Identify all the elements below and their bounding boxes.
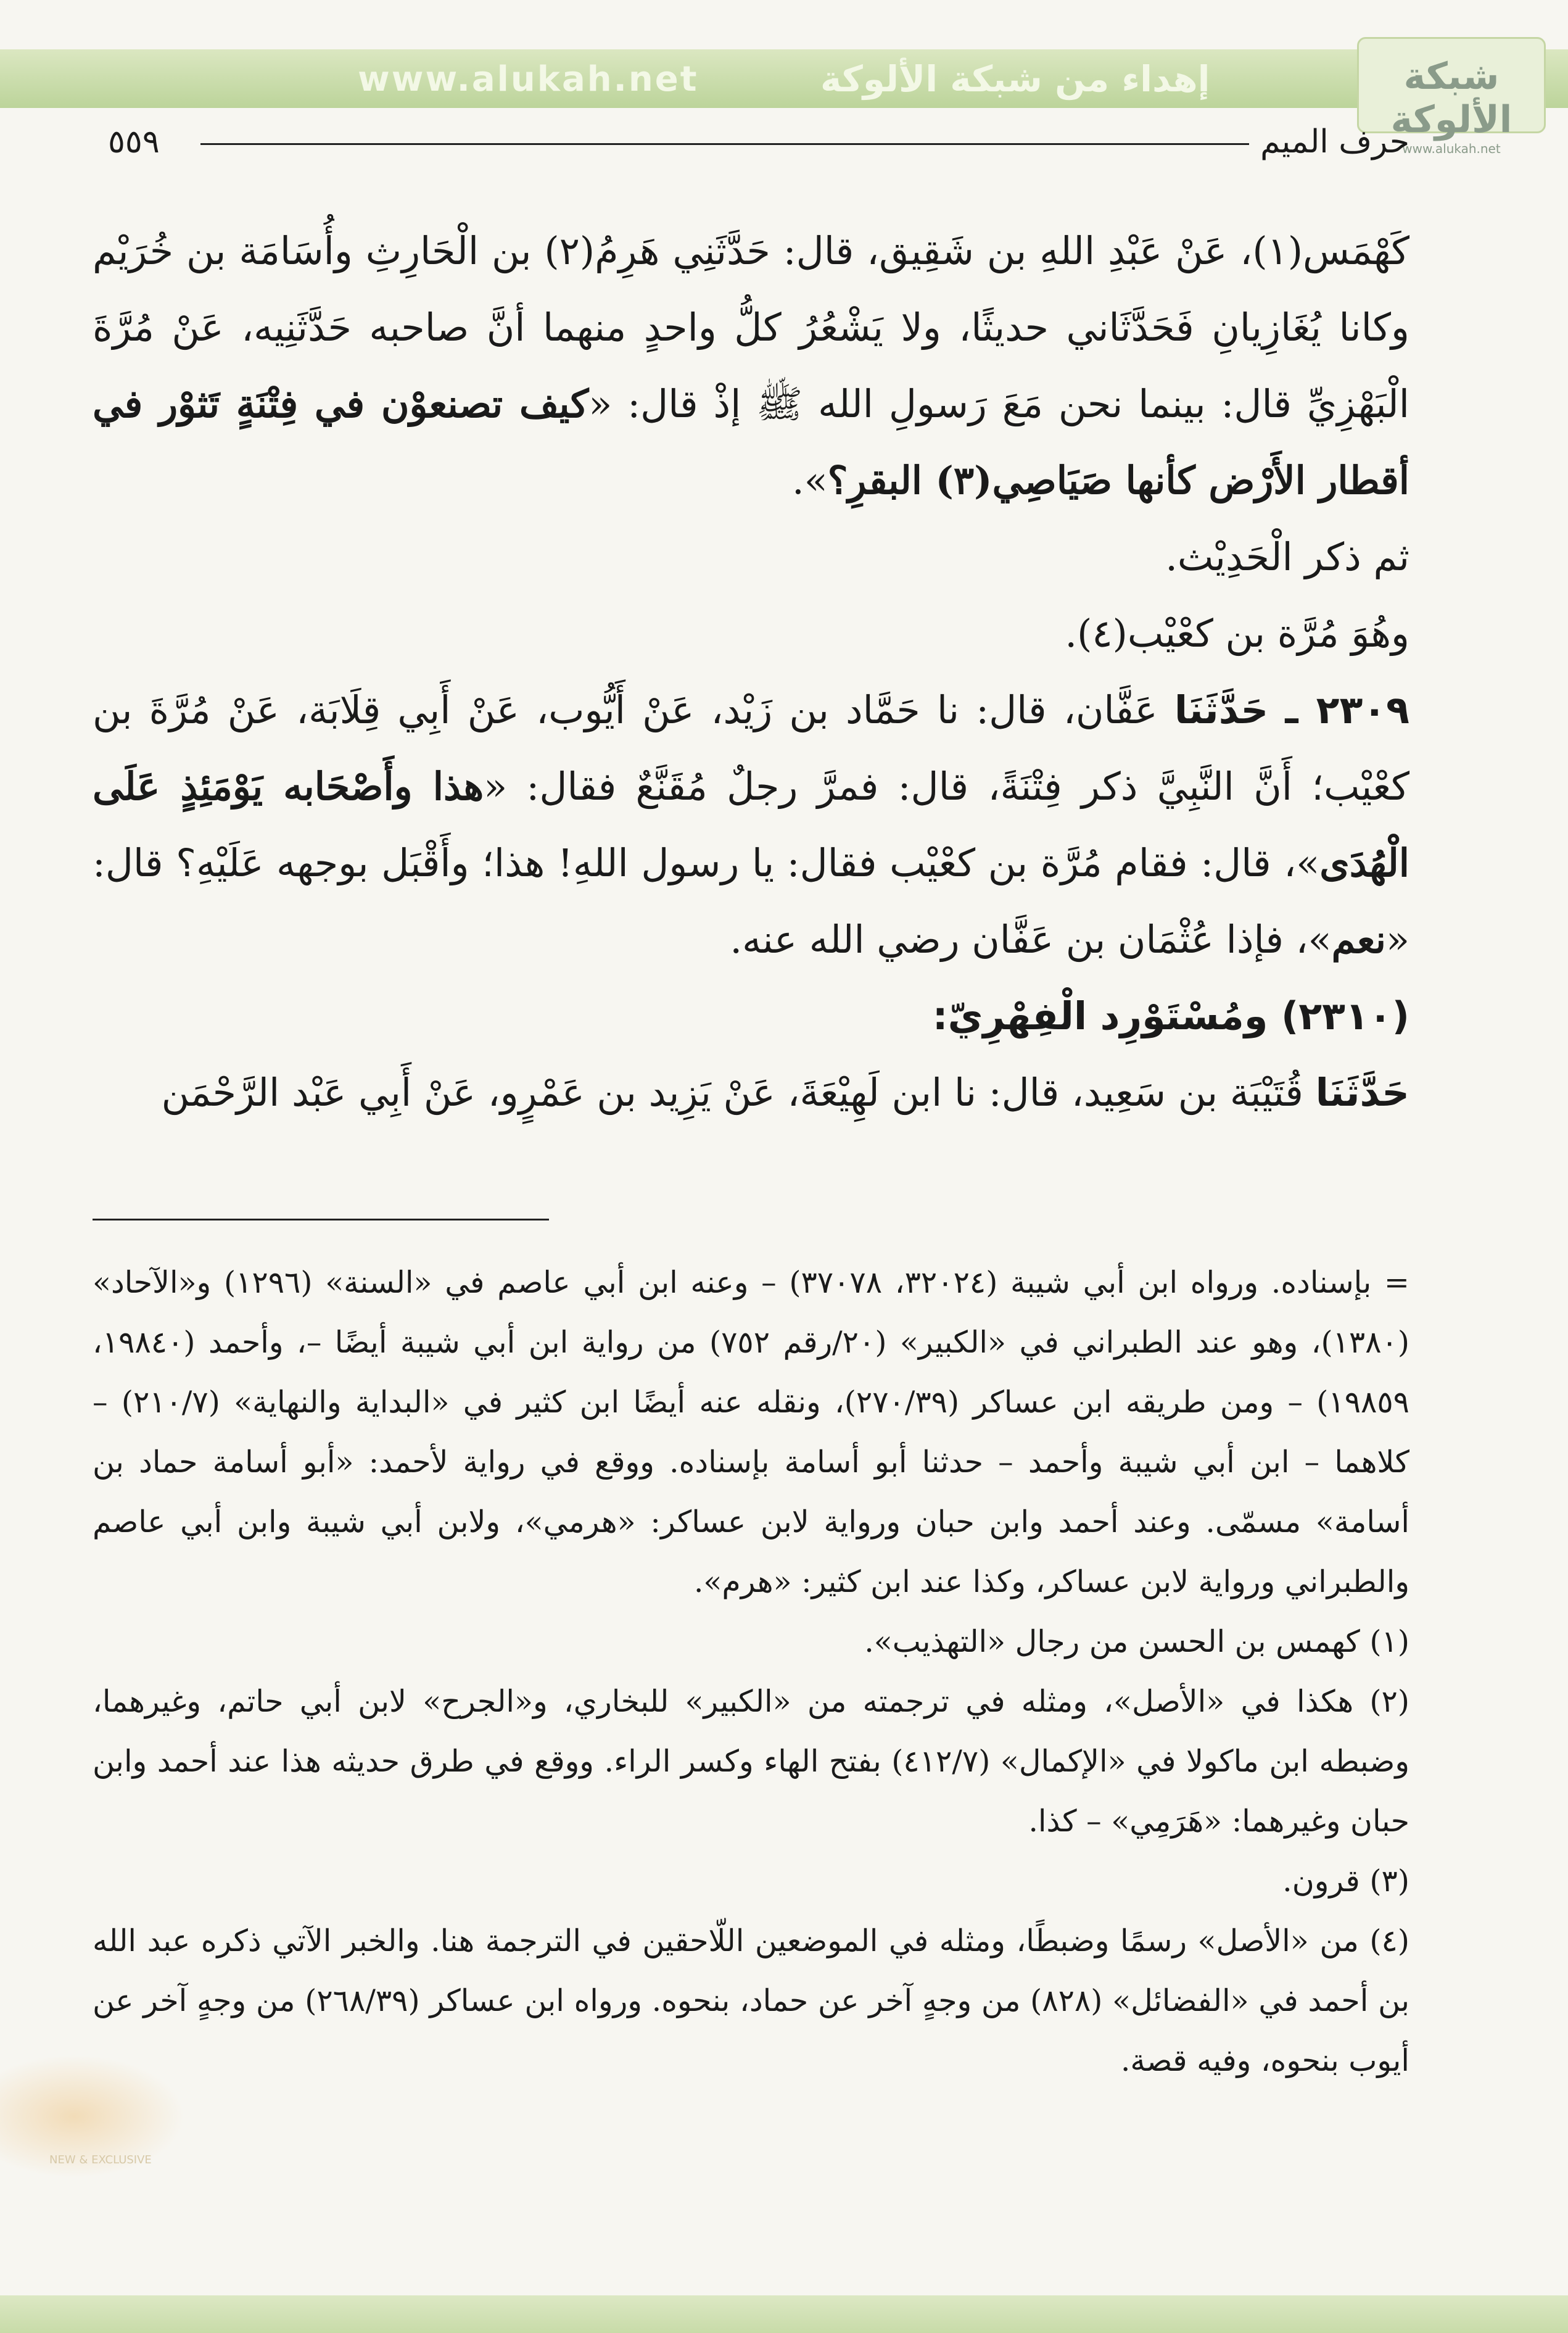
footnote-separator <box>93 1219 549 1220</box>
logo-arabic: شبكة الألوكة <box>1390 55 1512 141</box>
para4-text-b: »، قال: فقام مُرَّة بن كعْيْب فقال: يا رسول اللهِ! هذا؛ وأَقْبَل بوجهه عَلَيْهِ؟ قال: « <box>93 840 1409 962</box>
logo-url: www.alukah.net <box>1402 141 1501 156</box>
haddathana-word: حَدَّثَنَا <box>1174 687 1269 732</box>
para1-bold-hadith: كيف تصنعوْن في فِتْنَةٍ تَثوْر في أقطار الأَرْض كأنها صَيَاصِي(٣) البقرِ؟ <box>93 381 1409 503</box>
paragraph-3: وهُوَ مُرَّة بن كعْيْب(٤). <box>1065 611 1409 656</box>
alukah-logo <box>1357 37 1546 156</box>
header-rule <box>200 143 1249 145</box>
section-heading: (٢٣١٠) ومُسْتَوْرِد الْفِهْرِيّ: <box>932 993 1409 1038</box>
banner-url[interactable]: www.alukah.net <box>358 59 699 99</box>
footnote-3: (٣) قرون. <box>1282 1863 1409 1899</box>
para1-text: كَهْمَس(١)، عَنْ عَبْدِ اللهِ بن شَقِيق، قال: حَدَّثَنِي هَرِمُ(٢) بن الْحَارِثِ وأُسَامَة بن خُرَيْم وكانا يُغَازِيانِ فَحَدَّثَاني حديثًا، ولا يَشْعُرُ كلُّ واحدٍ منهما أنَّ صاحبه حَدَّثَنِيه، عَنْ مُرَّةَ الْبَهْزِيِّ قال: بينما نحن مَعَ رَسولِ الله ﷺ إذْ قال: « <box>93 228 1410 426</box>
para1-end: ». <box>791 458 828 503</box>
para4-bold-1: هذا وأَصْحَابه يَوْمَئِذٍ عَلَى الْهُدَى <box>93 764 1409 885</box>
banner-gift-text: إهداء من شبكة الألوكة <box>820 58 1210 100</box>
running-header <box>93 123 1409 160</box>
para4-text-a: عَفَّان، قال: نا حَمَّاد بن زَيْد، عَنْ أَيُّوب، عَنْ أَبِي قِلَابَة، عَنْ مُرَّةَ بن كعْيْب؛ أَنَّ النَّبِيَّ ذكر فِتْنَةً، قال: فمرَّ رجلٌ مُقَنَّعٌ فقال: « <box>93 687 1410 809</box>
paragraph-2: ثم ذكر الْحَدِيْث. <box>1165 534 1409 579</box>
footnotes <box>93 1253 1409 2091</box>
bottom-strip <box>0 2295 1568 2333</box>
footnote-4: (٤) من «الأصل» رسمًا وضبطًا، ومثله في الموضعين اللّاحقين في الترجمة هنا. والخبر الآتي ذكره عبد الله بن أحمد في «الفضائل» (٨٢٨) من وجهٍ آخر عن حماد، بنحوه. ورواه ابن عساكر (٢٦٨/٣٩) من وجهٍ آخر عن أيوب بنحوه، وفيه قصة. <box>93 1923 1410 2078</box>
page-number: ٥٥٩ <box>108 123 160 160</box>
para4-text-c: »، فإذا عُثْمَان بن عَفَّان رضي الله عنه. <box>730 917 1332 962</box>
website-banner <box>0 49 1568 108</box>
corner-watermark-text: NEW & EXCLUSIVE <box>49 2153 152 2166</box>
footnote-1: (١) كهمس بن الحسن من رجال «التهذيب». <box>864 1624 1409 1659</box>
paragraph-5 <box>93 1055 1409 1131</box>
hadith-2309 <box>93 672 1409 978</box>
para5-haddathana: حَدَّثَنَا <box>1315 1070 1409 1115</box>
hadith-number: ٢٣٠٩ ـ <box>1285 687 1410 732</box>
footnote-continuation: = بإسناده. ورواه ابن أبي شيبة (٣٢٠٢٤، ٣٧٠٧٨) – وعنه ابن أبي عاصم في «السنة» (١٢٩٦) و«الآحاد» (١٣٨٠)، وهو عند الطبراني في «الكبير» (٢٠/رقم ٧٥٢) من رواية ابن أبي شيبة أيضًا –، وأحمد (١٩٨٤٠، ١٩٨٥٩) – ومن طريقه ابن عساكر (٢٧٠/٣٩)، ونقله عنه أيضًا ابن كثير في «البداية والنهاية» (٢١٠/٧) – كلاهما – ابن أبي شيبة وأحمد – حدثنا أبو أسامة بإسناده. ووقع في رواية لأحمد: «أبو أسامة حماد بن أسامة» مسمّى. وعند أحمد وابن حبان ورواية لابن عساكر: «هرمي»، ولابن أبي شيبة وابن أبي عاصم والطبراني ورواية لابن عساكر، وكذا عند ابن كثير: «هرم». <box>93 1265 1409 1599</box>
para4-bold-2: نعم <box>1331 917 1387 962</box>
para5-text: قُتَيْبَة بن سَعِيد، قال: نا ابن لَهِيْعَةَ، عَنْ يَزِيد بن عَمْرٍو، عَنْ أَبِي عَبْد الرَّحْمَن <box>161 1070 1303 1115</box>
paragraph-1 <box>93 213 1409 519</box>
main-text <box>93 213 1409 1131</box>
corner-watermark <box>0 2055 185 2178</box>
footnote-2: (٢) هكذا في «الأصل»، ومثله في ترجمته من «الكبير» للبخاري، و«الجرح» لابن أبي حاتم، وغيرهما، وضبطه ابن ماكولا في «الإكمال» (٤١٢/٧) بفتح الهاء وكسر الراء. ووقع في طرق حديثه هذا عند أحمد وابن حبان وغيرهما: «هَرَمِي» – كذا. <box>93 1684 1409 1839</box>
running-title: حرف الميم <box>1260 123 1409 160</box>
